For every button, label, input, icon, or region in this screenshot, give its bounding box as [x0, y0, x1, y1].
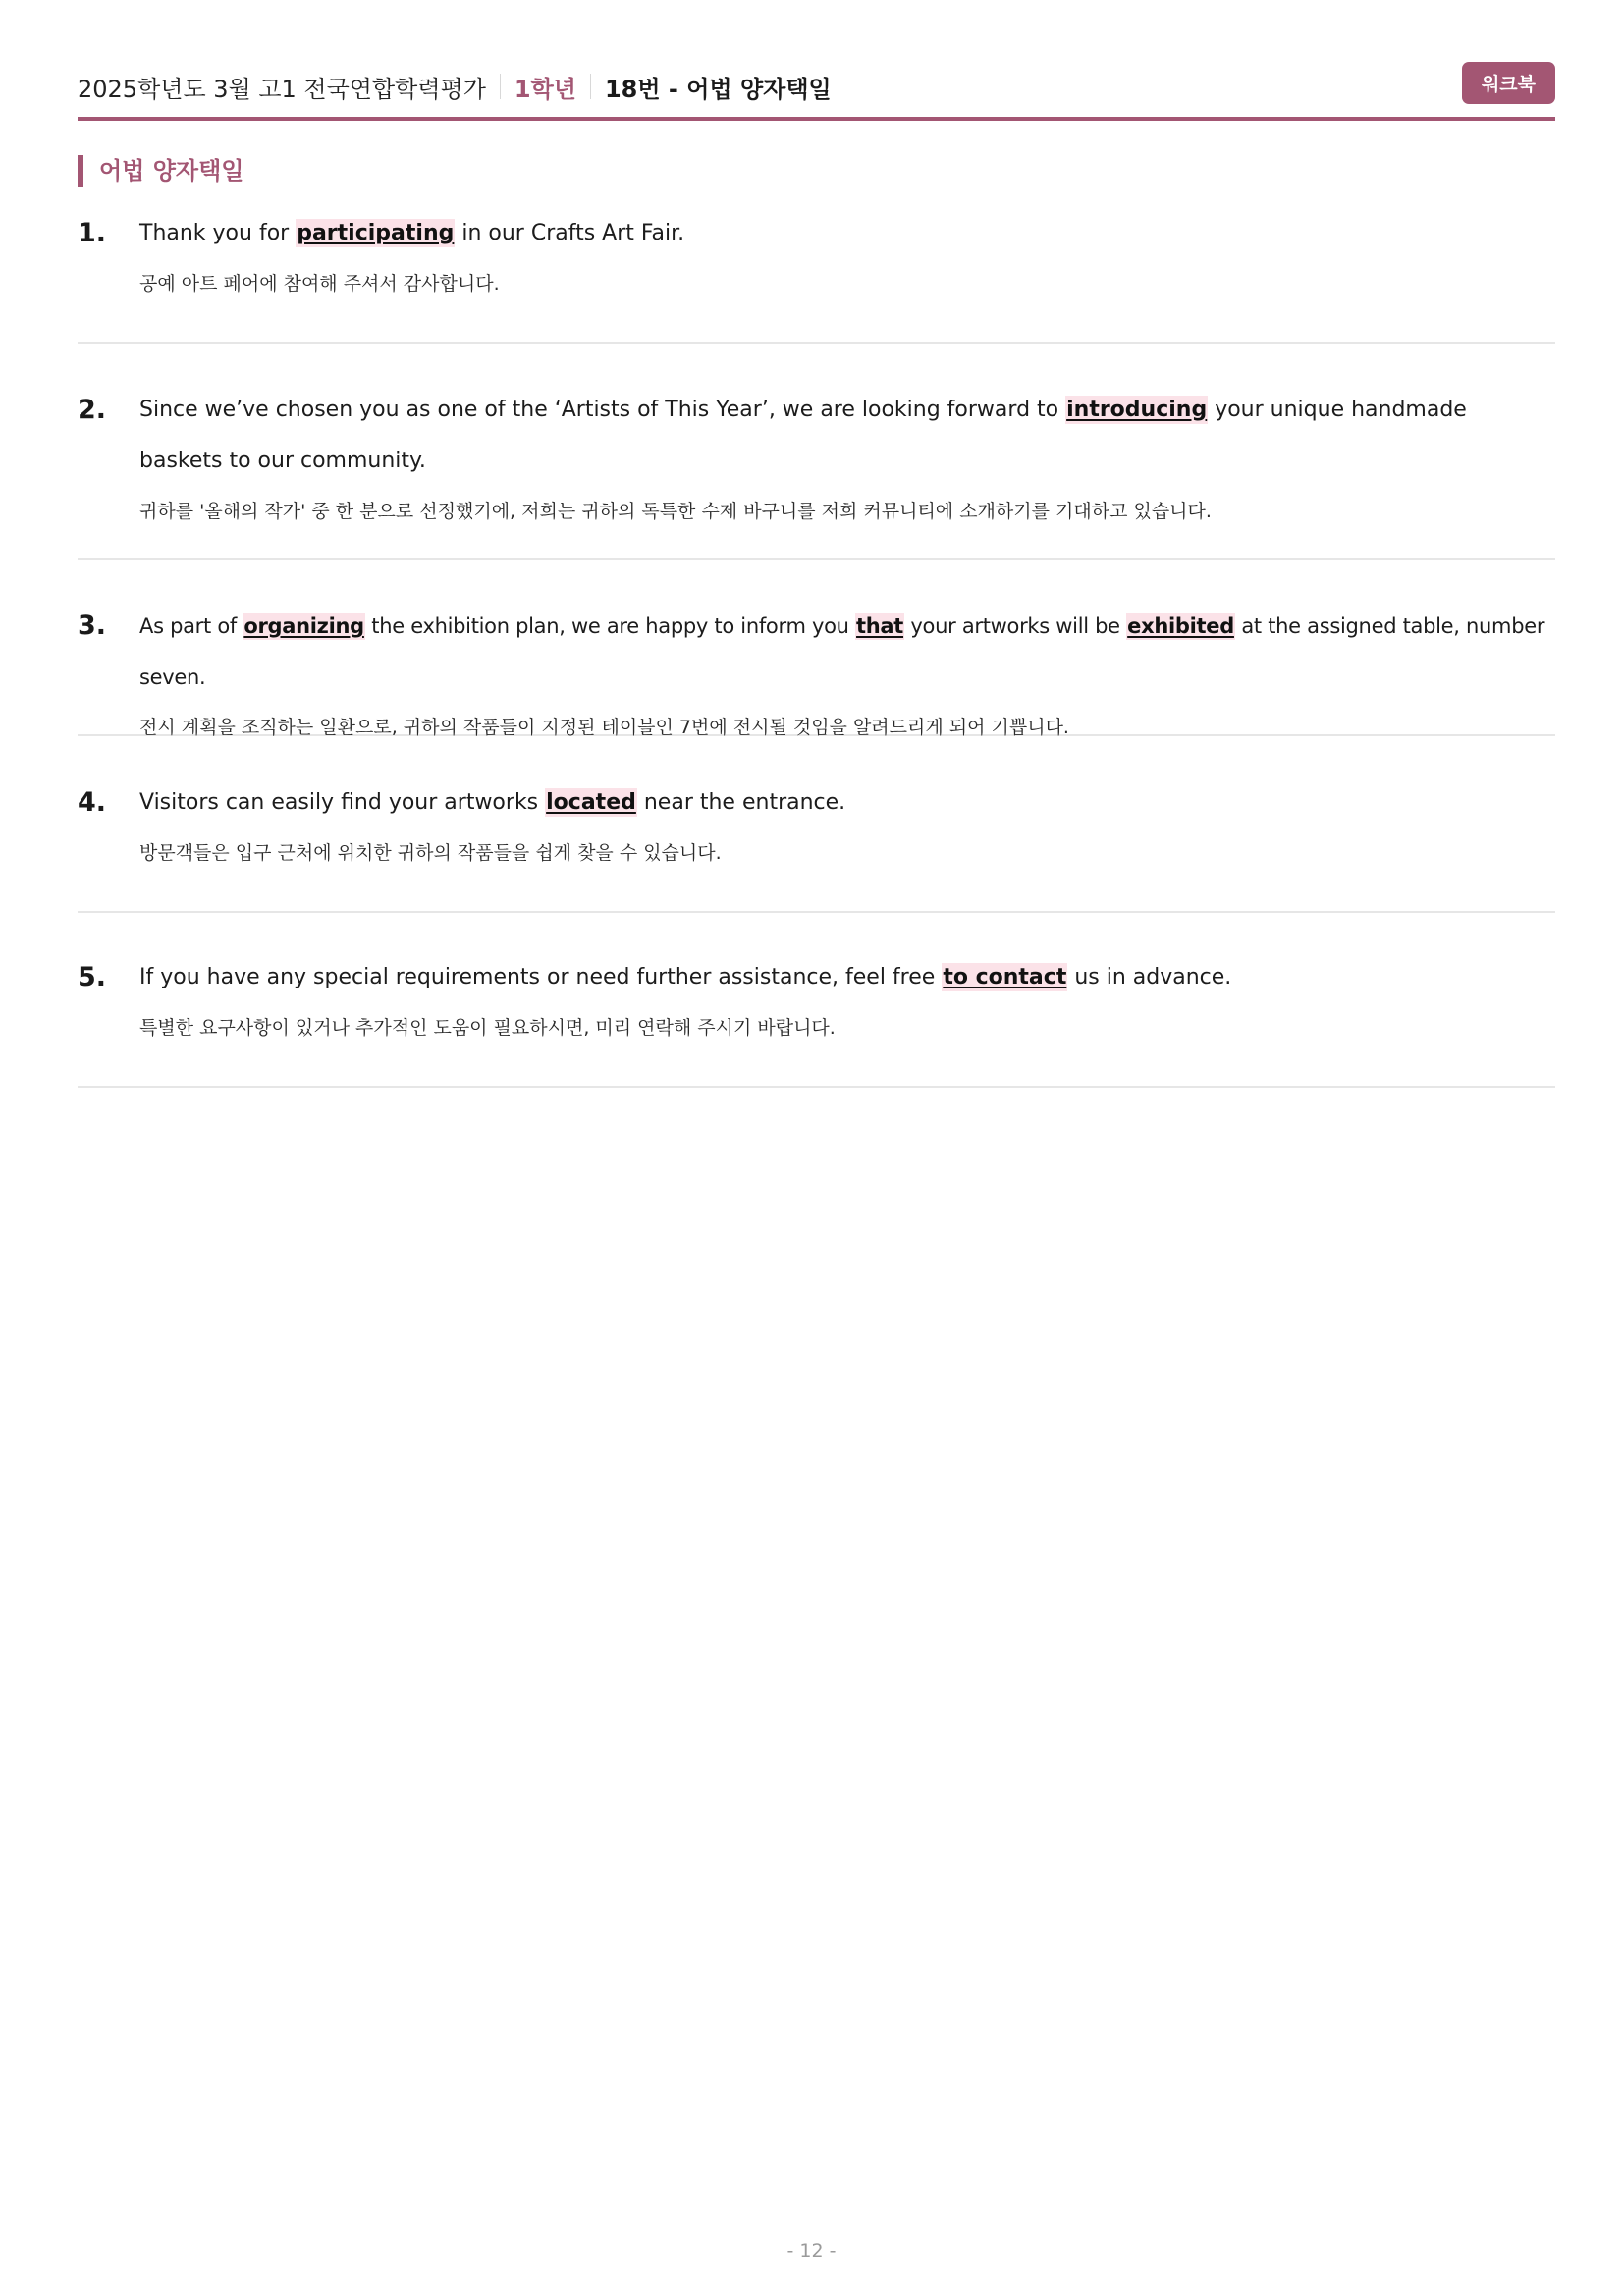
- sentence-text: Since we’ve chosen you as one of the ‘Artists of This Year’, we are looking forward to: [139, 398, 1066, 422]
- sentence-item-4: [78, 777, 1555, 913]
- korean-translation: 전시 계획을 조직하는 일환으로, 귀하의 작품들이 지정된 테이블인 7번에 전시될 것임을 알려드리게 되어 기쁩니다.: [139, 717, 1069, 738]
- grammar-answer: located: [546, 790, 636, 815]
- page-header: [78, 59, 1555, 114]
- grammar-answer: introducing: [1066, 398, 1208, 422]
- section-title: 어법 양자택일: [78, 155, 243, 187]
- sentence-text: the exhibition plan, we are happy to inform you: [364, 614, 856, 638]
- sentence-text: your unique handmade baskets to our community.: [139, 398, 1467, 473]
- item-number: 4.: [78, 787, 107, 818]
- grammar-answer: participating: [297, 221, 455, 245]
- grammar-answer: exhibited: [1127, 614, 1234, 638]
- sentence-text: in our Crafts Art Fair.: [455, 221, 685, 245]
- sentence-text: Thank you for: [139, 221, 297, 245]
- korean-translation: 방문객들은 입구 근처에 위치한 귀하의 작품들을 쉽게 찾을 수 있습니다.: [139, 842, 722, 864]
- grammar-answer: organizing: [243, 614, 364, 638]
- sentence-text: your artworks will be: [904, 614, 1127, 638]
- header-rule: [78, 117, 1555, 121]
- english-sentence: [139, 208, 1555, 259]
- sentence-text: near the entrance.: [636, 790, 846, 815]
- sentence-text: If you have any special requirements or need further assistance, feel free: [139, 965, 943, 989]
- english-sentence: [139, 385, 1555, 487]
- sentence-item-5: [78, 952, 1555, 1088]
- item-number: 1.: [78, 218, 107, 248]
- exam-title: 2025학년도 3월 고1 전국연합학력평가: [78, 75, 486, 103]
- question-title: 18번 - 어법 양자택일: [604, 75, 832, 103]
- korean-translation: 귀하를 '올해의 작가' 중 한 분으로 선정했기에, 저희는 귀하의 독특한 수제 바구니를 저희 커뮤니티에 소개하기를 기대하고 있습니다.: [139, 501, 1212, 522]
- item-number: 5.: [78, 962, 107, 992]
- grammar-answer: to contact: [943, 965, 1067, 989]
- workbook-badge: 워크북: [1462, 62, 1555, 104]
- english-sentence: [139, 777, 1555, 828]
- header-divider: [590, 74, 591, 99]
- grammar-answer: that: [856, 614, 904, 638]
- grade-label: 1학년: [514, 75, 576, 103]
- sentence-item-2: [78, 385, 1555, 560]
- english-sentence: [139, 601, 1555, 703]
- sentence-item-3: [78, 601, 1555, 736]
- sentence-text: at the assigned table, number seven.: [139, 614, 1545, 689]
- header-left: [78, 65, 832, 108]
- header-divider: [500, 74, 501, 99]
- item-number: 3.: [78, 611, 107, 641]
- sentence-text: us in advance.: [1067, 965, 1232, 989]
- korean-translation: 공예 아트 페어에 참여해 주셔서 감사합니다.: [139, 273, 500, 294]
- sentence-item-1: [78, 208, 1555, 344]
- sentence-text: Visitors can easily find your artworks: [139, 790, 546, 815]
- korean-translation: 특별한 요구사항이 있거나 추가적인 도움이 필요하시면, 미리 연락해 주시기 바랍니다.: [139, 1017, 836, 1039]
- page-number: - 12 -: [786, 2240, 837, 2262]
- english-sentence: [139, 952, 1555, 1003]
- item-number: 2.: [78, 395, 107, 425]
- sentence-text: As part of: [139, 614, 243, 638]
